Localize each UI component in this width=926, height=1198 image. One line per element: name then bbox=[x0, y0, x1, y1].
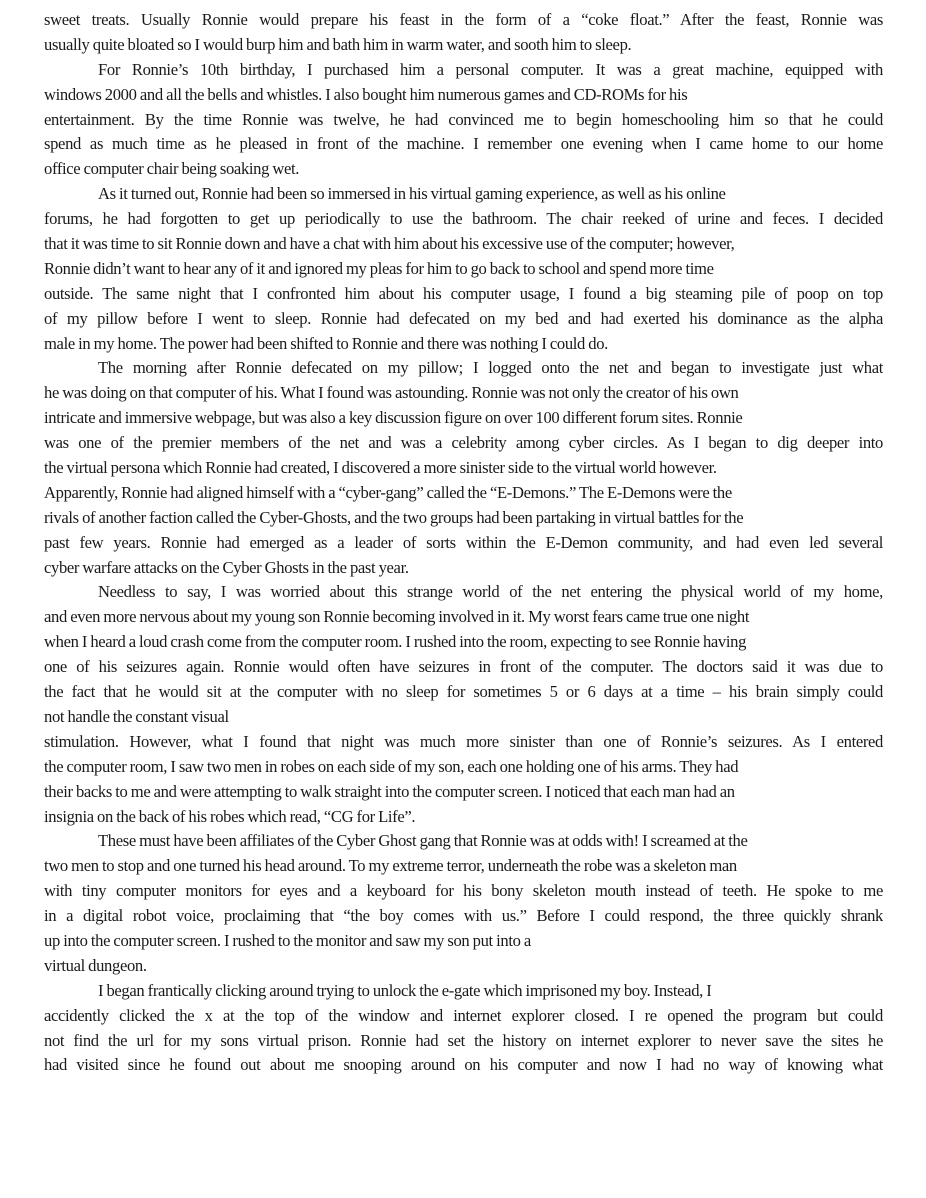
text-line: intricate and immersive webpage, but was also a key discussion figure on over 100 different forum sites. Ronnie bbox=[44, 408, 743, 428]
text-line: the fact that he would sit at the computer with no sleep for sometimes 5 or 6 days at a time – his brain simply could bbox=[44, 682, 883, 702]
text-line: not handle the constant visual bbox=[44, 706, 229, 726]
text-line: entertainment. By the time Ronnie was twelve, he had convinced me to begin homeschooling him so that he could bbox=[44, 109, 883, 129]
text-line: I began frantically clicking around trying to unlock the e-gate which imprisoned my boy. Instead, I bbox=[98, 980, 712, 1000]
text-line: usually quite bloated so I would burp him and bath him in warm water, and sooth him to sleep. bbox=[44, 34, 632, 54]
text-line: Ronnie didn’t want to hear any of it and ignored my pleas for him to go back to school and spend more time bbox=[44, 258, 714, 278]
text-line: windows 2000 and all the bells and whistles. I also bought him numerous games and CD-ROMs for his bbox=[44, 84, 688, 104]
text-line: one of his seizures again. Ronnie would often have seizures in front of the computer. The doctors said it was due to bbox=[44, 657, 883, 677]
text-line: up into the computer screen. I rushed to the monitor and saw my son put into a bbox=[44, 930, 531, 950]
text-line: accidently clicked the x at the top of the window and internet explorer closed. I re opened the program but could bbox=[44, 1005, 883, 1025]
text-line: rivals of another faction called the Cyber-Ghosts, and the two groups had been partaking in virtual battles for the bbox=[44, 507, 744, 527]
text-line: their backs to me and were attempting to walk straight into the computer screen. I noticed that each man had an bbox=[44, 781, 735, 801]
text-line: For Ronnie’s 10th birthday, I purchased him a personal computer. It was a great machine, equipped with bbox=[98, 59, 883, 79]
text-line: These must have been affiliates of the Cyber Ghost gang that Ronnie was at odds with! I screamed at the bbox=[98, 831, 748, 851]
text-line: the virtual persona which Ronnie had created, I discovered a more sinister side to the virtual world however. bbox=[44, 458, 717, 478]
text-line: forums, he had forgotten to get up periodically to use the bathroom. The chair reeked of urine and feces. I decided bbox=[44, 209, 883, 229]
text-line: past few years. Ronnie had emerged as a leader of sorts within the E-Demon community, and had even led several bbox=[44, 532, 883, 552]
text-line: stimulation. However, what I found that night was much more sinister than one of Ronnie’s seizures. As I entered bbox=[44, 731, 883, 751]
text-line: Apparently, Ronnie had aligned himself with a “cyber-gang” called the “E-Demons.” The E-Demons were the bbox=[44, 482, 732, 502]
text-line: As it turned out, Ronnie had been so immersed in his virtual gaming experience, as well as his online bbox=[98, 184, 726, 204]
text-line: when I heard a loud crash come from the computer room. I rushed into the room, expecting to see Ronnie having bbox=[44, 632, 747, 652]
text-line: of my pillow before I went to sleep. Ronnie had defecated on my bed and had exerted his dominance as the alpha bbox=[44, 308, 883, 328]
text-line: spend as much time as he pleased in front of the machine. I remember one evening when I came home to our home bbox=[44, 134, 883, 154]
text-line: sweet treats. Usually Ronnie would prepare his feast in the form of a “coke float.” After the feast, Ronnie was bbox=[44, 10, 883, 29]
text-line: insignia on the back of his robes which read, “CG for Life”. bbox=[44, 806, 416, 826]
text-line: with tiny computer monitors for eyes and a keyboard for his bony skeleton mouth instead of teeth. He spoke to me bbox=[44, 881, 883, 901]
text-line: The morning after Ronnie defecated on my pillow; I logged onto the net and began to investigate just what bbox=[98, 358, 883, 378]
text-line: Needless to say, I was worried about this strange world of the net entering the physical world of my home, bbox=[98, 582, 883, 602]
text-line: male in my home. The power had been shifted to Ronnie and there was nothing I could do. bbox=[44, 333, 608, 353]
text-line: two men to stop and one turned his head around. To my extreme terror, underneath the robe was a skeleton man bbox=[44, 856, 737, 876]
text-line: and even more nervous about my young son Ronnie becoming involved in it. My worst fears came true one night bbox=[44, 607, 750, 627]
text-line: cyber warfare attacks on the Cyber Ghosts in the past year. bbox=[44, 557, 409, 577]
text-line: had visited since he found out about me snooping around on his computer and now I had no way of knowing what bbox=[44, 1055, 883, 1075]
text-line: outside. The same night that I confronted him about his computer usage, I found a big steaming pile of poop on top bbox=[44, 283, 883, 303]
text-line: that it was time to sit Ronnie down and have a chat with him about his excessive use of the computer; however, bbox=[44, 234, 735, 254]
text-line: office computer chair being soaking wet. bbox=[44, 159, 300, 179]
text-line: he was doing on that computer of his. What I found was astounding. Ronnie was not only the creator of his own bbox=[44, 383, 739, 403]
text-line: virtual dungeon. bbox=[44, 955, 147, 975]
text-line: not find the url for my sons virtual prison. Ronnie had set the history on internet explorer to never save the sites he bbox=[44, 1030, 883, 1050]
text-line: in a digital robot voice, proclaiming that “the boy comes with us.” Before I could respond, the three quickly shrank bbox=[44, 906, 883, 926]
text-line: the computer room, I saw two men in robes on each side of my son, each one holding one of his arms. They had bbox=[44, 756, 739, 776]
text-line: was one of the premier members of the net and was a celebrity among cyber circles. As I began to dig deeper into bbox=[44, 433, 883, 453]
document-page bbox=[44, 8, 883, 1078]
